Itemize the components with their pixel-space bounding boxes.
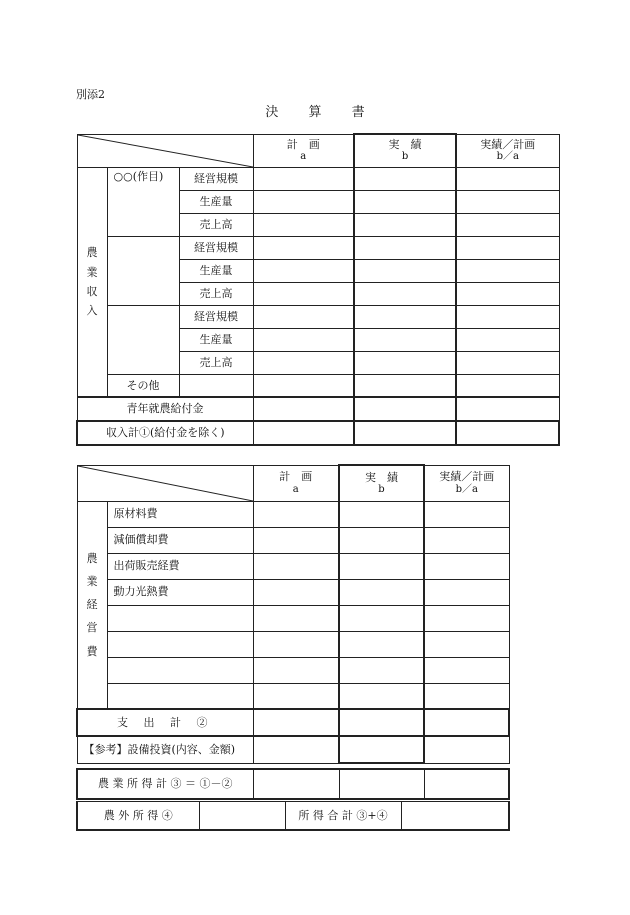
input-cell[interactable]	[456, 421, 559, 445]
input-cell[interactable]	[424, 657, 509, 683]
input-cell[interactable]	[253, 328, 354, 351]
input-cell[interactable]	[253, 351, 354, 374]
expense-blank-item[interactable]	[107, 605, 253, 631]
input-cell[interactable]	[253, 683, 339, 709]
input-cell[interactable]	[456, 213, 559, 236]
item-other: その他	[107, 374, 179, 397]
input-cell[interactable]	[424, 605, 509, 631]
input-cell[interactable]	[424, 769, 509, 799]
input-cell[interactable]	[339, 736, 424, 763]
subsidy-label: 青年就農給付金	[77, 397, 253, 421]
input-cell[interactable]	[354, 397, 456, 421]
input-cell[interactable]	[456, 351, 559, 374]
input-cell[interactable]	[339, 579, 424, 605]
input-cell[interactable]	[339, 769, 424, 799]
input-cell[interactable]	[253, 190, 354, 213]
input-cell[interactable]	[424, 553, 509, 579]
expense-utilities: 動力光熱費	[107, 579, 253, 605]
input-cell[interactable]	[253, 213, 354, 236]
input-cell[interactable]	[354, 259, 456, 282]
item-production: 生産量	[179, 328, 253, 351]
item-scale: 経営規模	[179, 167, 253, 190]
input-cell[interactable]	[424, 631, 509, 657]
input-cell[interactable]	[179, 374, 253, 397]
total-income-label: 所 得 合 計 ③+④	[285, 802, 401, 830]
input-cell[interactable]	[339, 657, 424, 683]
item-scale: 経営規模	[179, 305, 253, 328]
input-cell[interactable]	[199, 802, 285, 830]
non-farm-income-label: 農 外 所 得 ④	[77, 802, 199, 830]
farm-income-label: 農 業 所 得 計 ③ ＝ ①－②	[77, 769, 253, 799]
input-cell[interactable]	[339, 631, 424, 657]
input-cell[interactable]	[401, 802, 509, 830]
header-ratio: 実績／計画 b／a	[424, 465, 509, 501]
input-cell[interactable]	[424, 501, 509, 527]
input-cell[interactable]	[456, 190, 559, 213]
input-cell[interactable]	[253, 397, 354, 421]
header-diagonal-cell	[77, 134, 253, 167]
input-cell[interactable]	[354, 351, 456, 374]
expense-total-label: 支 出 計 ②	[77, 709, 253, 736]
input-cell[interactable]	[253, 282, 354, 305]
input-cell[interactable]	[253, 421, 354, 445]
input-cell[interactable]	[456, 305, 559, 328]
item-scale: 経営規模	[179, 236, 253, 259]
input-cell[interactable]	[253, 709, 339, 736]
income-table	[76, 133, 560, 446]
input-cell[interactable]	[253, 769, 339, 799]
input-cell[interactable]	[424, 683, 509, 709]
item-sales: 売上高	[179, 351, 253, 374]
input-cell[interactable]	[424, 709, 509, 736]
input-cell[interactable]	[456, 374, 559, 397]
crop-name-cell[interactable]	[107, 305, 179, 374]
expense-blank-item[interactable]	[107, 657, 253, 683]
document-title: 決 算 書	[265, 105, 378, 120]
input-cell[interactable]	[354, 282, 456, 305]
input-cell[interactable]	[339, 683, 424, 709]
crop-name-cell: ○○(作目)	[107, 167, 179, 236]
capital-investment-label: 【参考】設備投資(内容、金額)	[77, 736, 253, 763]
expense-blank-item[interactable]	[107, 631, 253, 657]
expense-table	[76, 464, 510, 764]
input-cell[interactable]	[253, 579, 339, 605]
input-cell[interactable]	[253, 167, 354, 190]
total-income-table	[76, 801, 510, 831]
input-cell[interactable]	[456, 328, 559, 351]
item-sales: 売上高	[179, 213, 253, 236]
section-label-farm-income: 農 業 収 入	[77, 167, 107, 397]
expense-depreciation: 減価償却費	[107, 527, 253, 553]
input-cell[interactable]	[456, 397, 559, 421]
item-production: 生産量	[179, 190, 253, 213]
section-label-farm-expense: 農 業 経 営 費	[77, 501, 107, 709]
input-cell[interactable]	[253, 305, 354, 328]
header-plan: 計 画 a	[253, 465, 339, 501]
attachment-label: 別添2	[76, 88, 105, 101]
input-cell[interactable]	[354, 374, 456, 397]
input-cell[interactable]	[354, 421, 456, 445]
item-production: 生産量	[179, 259, 253, 282]
header-diagonal-cell	[77, 465, 253, 501]
input-cell[interactable]	[253, 501, 339, 527]
expense-blank-item[interactable]	[107, 683, 253, 709]
input-cell[interactable]	[354, 328, 456, 351]
input-cell[interactable]	[354, 190, 456, 213]
expense-shipping-sales: 出荷販売経費	[107, 553, 253, 579]
input-cell[interactable]	[339, 501, 424, 527]
input-cell[interactable]	[253, 374, 354, 397]
input-cell[interactable]	[424, 527, 509, 553]
input-cell[interactable]	[339, 709, 424, 736]
expense-raw-materials: 原材料費	[107, 501, 253, 527]
header-plan: 計 画 a	[253, 134, 354, 167]
input-cell[interactable]	[456, 259, 559, 282]
input-cell[interactable]	[354, 167, 456, 190]
input-cell[interactable]	[253, 527, 339, 553]
income-total-label: 収入計①(給付金を除く)	[77, 421, 253, 445]
input-cell[interactable]	[456, 236, 559, 259]
input-cell[interactable]	[354, 236, 456, 259]
input-cell[interactable]	[456, 282, 559, 305]
input-cell[interactable]	[253, 259, 354, 282]
header-ratio: 実績／計画 b／a	[456, 134, 559, 167]
input-cell[interactable]	[253, 236, 354, 259]
input-cell[interactable]	[253, 553, 339, 579]
input-cell[interactable]	[456, 167, 559, 190]
input-cell[interactable]	[253, 657, 339, 683]
header-actual: 実 績 b	[354, 134, 456, 167]
input-cell[interactable]	[253, 736, 339, 763]
input-cell[interactable]	[339, 527, 424, 553]
item-sales: 売上高	[179, 282, 253, 305]
input-cell[interactable]	[253, 605, 339, 631]
input-cell[interactable]	[424, 579, 509, 605]
input-cell[interactable]	[253, 631, 339, 657]
input-cell[interactable]	[354, 305, 456, 328]
header-actual: 実 績 b	[339, 465, 424, 501]
input-cell[interactable]	[339, 553, 424, 579]
input-cell[interactable]	[339, 605, 424, 631]
farm-income-table	[76, 768, 510, 800]
input-cell[interactable]	[354, 213, 456, 236]
crop-name-cell[interactable]	[107, 236, 179, 305]
input-cell[interactable]	[424, 736, 509, 763]
